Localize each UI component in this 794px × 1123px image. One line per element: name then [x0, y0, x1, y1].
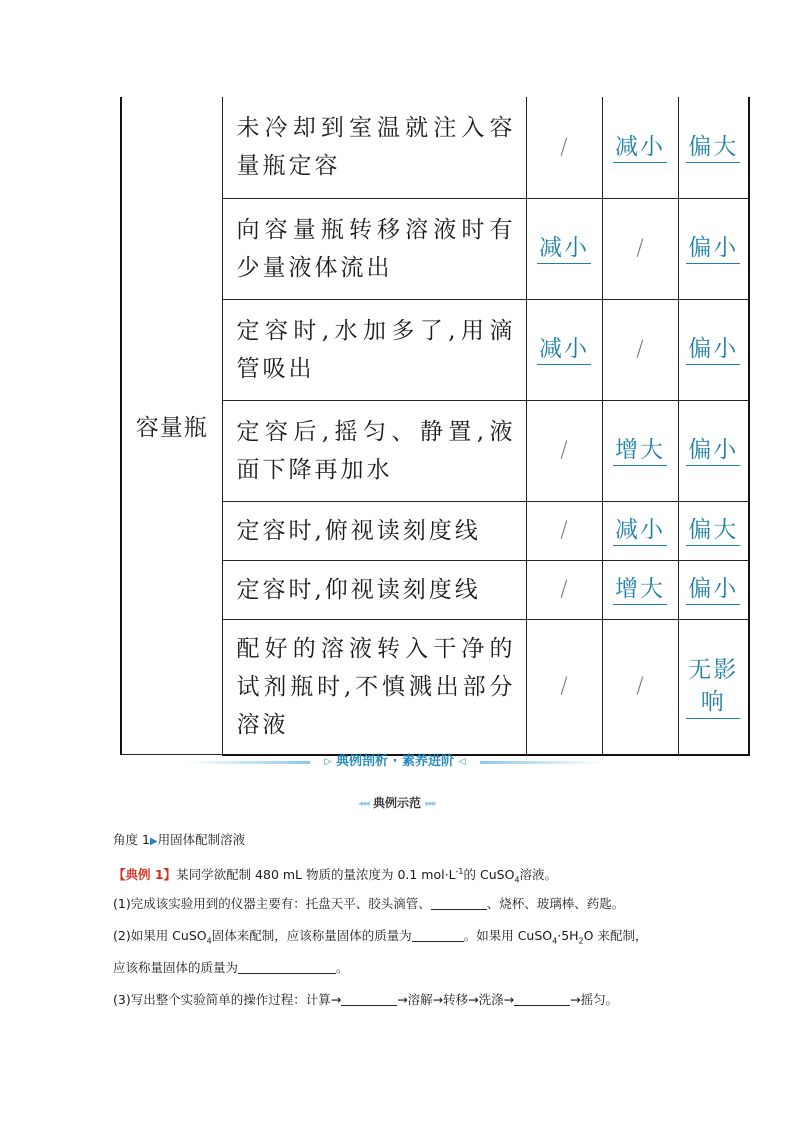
answer-blank-2[interactable] [412, 927, 464, 942]
angle-label: 角度 1 [113, 832, 150, 847]
not-applicable-mark: / [560, 674, 568, 699]
q3-text-a: (3)写出整个实验简单的操作过程：计算→ [113, 992, 342, 1007]
q2-text-d: ·5H [557, 928, 579, 943]
arrow-right-icon: ▶ [149, 836, 158, 847]
answer-blank-3[interactable] [238, 959, 336, 974]
result-cell-1 [526, 198, 602, 299]
not-applicable-mark: / [560, 438, 568, 463]
result-cell-3 [678, 198, 749, 299]
result-cell-3 [678, 299, 749, 400]
example-tag: 【典例 1】 [113, 867, 177, 883]
answer-blank-5[interactable] [514, 991, 570, 1006]
result-cell-3 [678, 560, 749, 619]
section-title-text: 典例剖析 · 素养进阶 [336, 754, 454, 769]
result-cell-1 [526, 560, 602, 619]
section-title [185, 750, 605, 774]
result-cell-2 [602, 619, 678, 755]
angle-text: 用固体配制溶液 [157, 832, 246, 847]
intro-text-b: 的 CuSO [463, 867, 515, 883]
operation-cell: 定容时,俯视读刻度线 [222, 501, 526, 560]
answer-value: 偏小 [686, 233, 740, 264]
intro-sup: -1 [455, 867, 464, 876]
q3-text-b: →溶解→转移→洗涤→ [397, 992, 515, 1007]
answer-value: 偏小 [686, 574, 740, 605]
q2-sub3: 2 [578, 936, 584, 946]
result-cell-1 [526, 501, 602, 560]
q1-text-a: (1)完成该实验用到的仪器主要有：托盘天平、胶头滴管、 [113, 896, 431, 911]
question-2-cont [113, 958, 349, 978]
operation-cell: 向容量瓶转移溶液时有少量液体流出 [222, 198, 526, 299]
triangle-left-icon: ◁ [458, 757, 466, 767]
not-applicable-mark: / [636, 337, 644, 362]
answer-value: 增大 [613, 574, 667, 605]
intro-sub: 4 [514, 875, 520, 885]
answer-value: 减小 [537, 233, 591, 264]
q2-text-f: 应该称量固体的质量为 [113, 960, 239, 975]
result-cell-3 [678, 400, 749, 501]
question-1 [113, 894, 624, 914]
answer-value: 偏小 [686, 334, 740, 365]
section-header [185, 750, 605, 774]
triangle-right-icon: ▷ [324, 757, 332, 767]
operation-cell: 定容时,仰视读刻度线 [222, 560, 526, 619]
q2-sub2: 4 [552, 936, 558, 946]
error-analysis-table [120, 97, 750, 756]
result-cell-2 [602, 400, 678, 501]
result-cell-1 [526, 299, 602, 400]
result-cell-1 [526, 97, 602, 198]
answer-value: 减小 [537, 334, 591, 365]
answer-value: 偏大 [686, 515, 740, 546]
not-applicable-mark: / [560, 577, 568, 602]
not-applicable-mark: / [636, 236, 644, 261]
table-row [121, 97, 749, 198]
answer-value: 增大 [613, 435, 667, 466]
q2-text-g: 。 [336, 960, 349, 975]
dots-right-icon: ▸▸▸ [425, 799, 436, 809]
result-cell-1 [526, 619, 602, 755]
q3-text-c: →摇匀。 [570, 992, 619, 1007]
result-cell-2 [602, 299, 678, 400]
answer-blank-4[interactable] [341, 991, 397, 1006]
result-cell-2 [602, 560, 678, 619]
not-applicable-mark: / [560, 518, 568, 543]
q2-text-a: (2)如果用 CuSO [113, 928, 207, 943]
q2-text-b: 固体来配制，应该称量固体的质量为 [211, 928, 412, 943]
angle-line [113, 830, 245, 852]
question-2 [113, 926, 647, 952]
sub-header [0, 793, 794, 814]
example-intro [113, 862, 557, 891]
not-applicable-mark: / [636, 674, 644, 699]
q2-text-e: O 来配制， [583, 928, 648, 943]
question-3 [113, 990, 618, 1010]
sub-title: 典例示范 [372, 796, 421, 810]
operation-cell: 配好的溶液转入干净的试剂瓶时,不慎溅出部分溶液 [222, 619, 526, 755]
result-cell-3 [678, 501, 749, 560]
result-cell-2 [602, 501, 678, 560]
intro-text-c: 溶液。 [519, 867, 558, 883]
result-cell-3 [678, 619, 749, 755]
result-cell-2 [602, 97, 678, 198]
q1-text-b: 、烧杯、玻璃棒、药匙。 [486, 896, 625, 911]
answer-value: 偏大 [686, 132, 740, 163]
not-applicable-mark: / [560, 134, 568, 160]
operation-cell: 定容后,摇匀、静置,液面下降再加水 [222, 400, 526, 501]
q2-sub: 4 [206, 936, 212, 946]
answer-value: 减小 [613, 132, 667, 163]
intro-text-a: 某同学欲配制 480 mL 物质的量浓度为 0.1 mol·L [176, 867, 456, 883]
answer-blank-1[interactable] [431, 895, 487, 910]
q2-text-c: 。如果用 CuSO [463, 928, 553, 943]
answer-value: 无影响 [686, 654, 740, 719]
category-cell: 容量瓶 [121, 97, 222, 755]
answer-value: 偏小 [686, 435, 740, 466]
result-cell-3 [678, 97, 749, 198]
operation-cell: 未冷却到室温就注入容量瓶定容 [222, 97, 526, 198]
result-cell-1 [526, 400, 602, 501]
operation-cell: 定容时,水加多了,用滴管吸出 [222, 299, 526, 400]
answer-value: 减小 [613, 515, 667, 546]
result-cell-2 [602, 198, 678, 299]
dots-left-icon: ◂◂◂ [358, 799, 369, 809]
